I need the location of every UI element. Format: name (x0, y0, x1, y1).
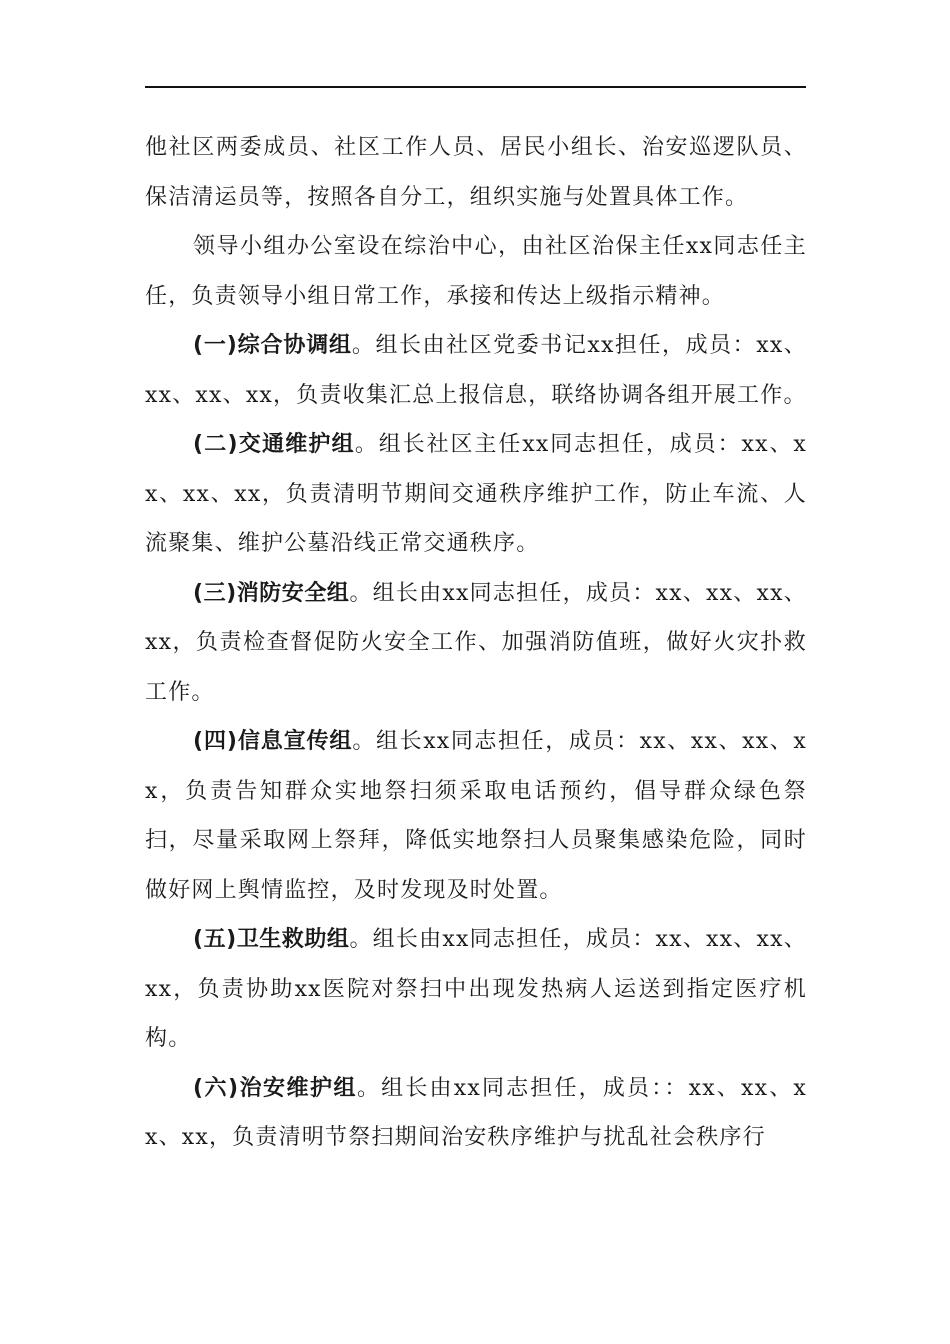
paragraph-text: 他社区两委成员、社区工作人员、居民小组长、治安巡逻队员、保洁清运员等，按照各自分工，组织实施与处置具体工作。 (145, 135, 807, 210)
paragraph-text: 。组长由xx同志担任，成员：：xx、xx、xx、xx，负责清明节祭扫期间治安秩序维护与扰乱社会秩序行 (145, 1075, 807, 1150)
paragraph-text: 。组长由社区党委书记xx担任，成员：xx、xx、xx、xx，负责收集汇总上报信息，联络协调各组开展工作。 (145, 333, 807, 408)
paragraph-text: 领导小组办公室设在综治中心，由社区治保主任xx同志任主任，负责领导小组日常工作，承接和传达上级指示精神。 (145, 234, 807, 309)
paragraph-group-health (145, 915, 807, 1064)
section-heading: (四)信息宣传组 (193, 729, 353, 754)
paragraph-group-security (145, 1064, 807, 1163)
paragraph-group-publicity (145, 717, 807, 915)
header-rule (145, 86, 806, 88)
document-body (145, 123, 807, 1163)
section-heading: (六)治安维护组 (193, 1075, 357, 1101)
paragraph-group-coordination (145, 321, 807, 420)
paragraph-text: 。组长社区主任xx同志担任，成员：xx、xx、xx、xx，负责清明节期间交通秩序维护工作，防止车流、人流聚集、维护公墓沿线正常交通秩序。 (145, 432, 807, 556)
paragraph-1 (145, 123, 807, 222)
section-heading: (三)消防安全组 (193, 580, 350, 606)
section-heading: (五)卫生救助组 (193, 927, 350, 952)
paragraph-text: 。组长由xx同志担任，成员：xx、xx、xx、xx，负责检查督促防火安全工作、加强消防值班，做好火灾扑救工作。 (145, 580, 807, 705)
section-heading: (二)交通维护组 (193, 432, 355, 457)
paragraph-text: 。组长xx同志担任，成员：xx、xx、xx、xx，负责告知群众实地祭扫须采取电话预约，倡导群众绿色祭扫，尽量采取网上祭拜，降低实地祭扫人员聚集感染危险，同时做好网上舆情监控，及时发现及时处置。 (145, 729, 807, 903)
paragraph-2 (145, 222, 807, 321)
paragraph-group-traffic (145, 420, 807, 569)
paragraph-text: 。组长由xx同志担任，成员：xx、xx、xx、xx，负责协助xx医院对祭扫中出现发热病人运送到指定医疗机构。 (145, 927, 807, 1051)
section-heading: (一)综合协调组 (193, 333, 352, 358)
paragraph-group-fire-safety (145, 569, 807, 718)
